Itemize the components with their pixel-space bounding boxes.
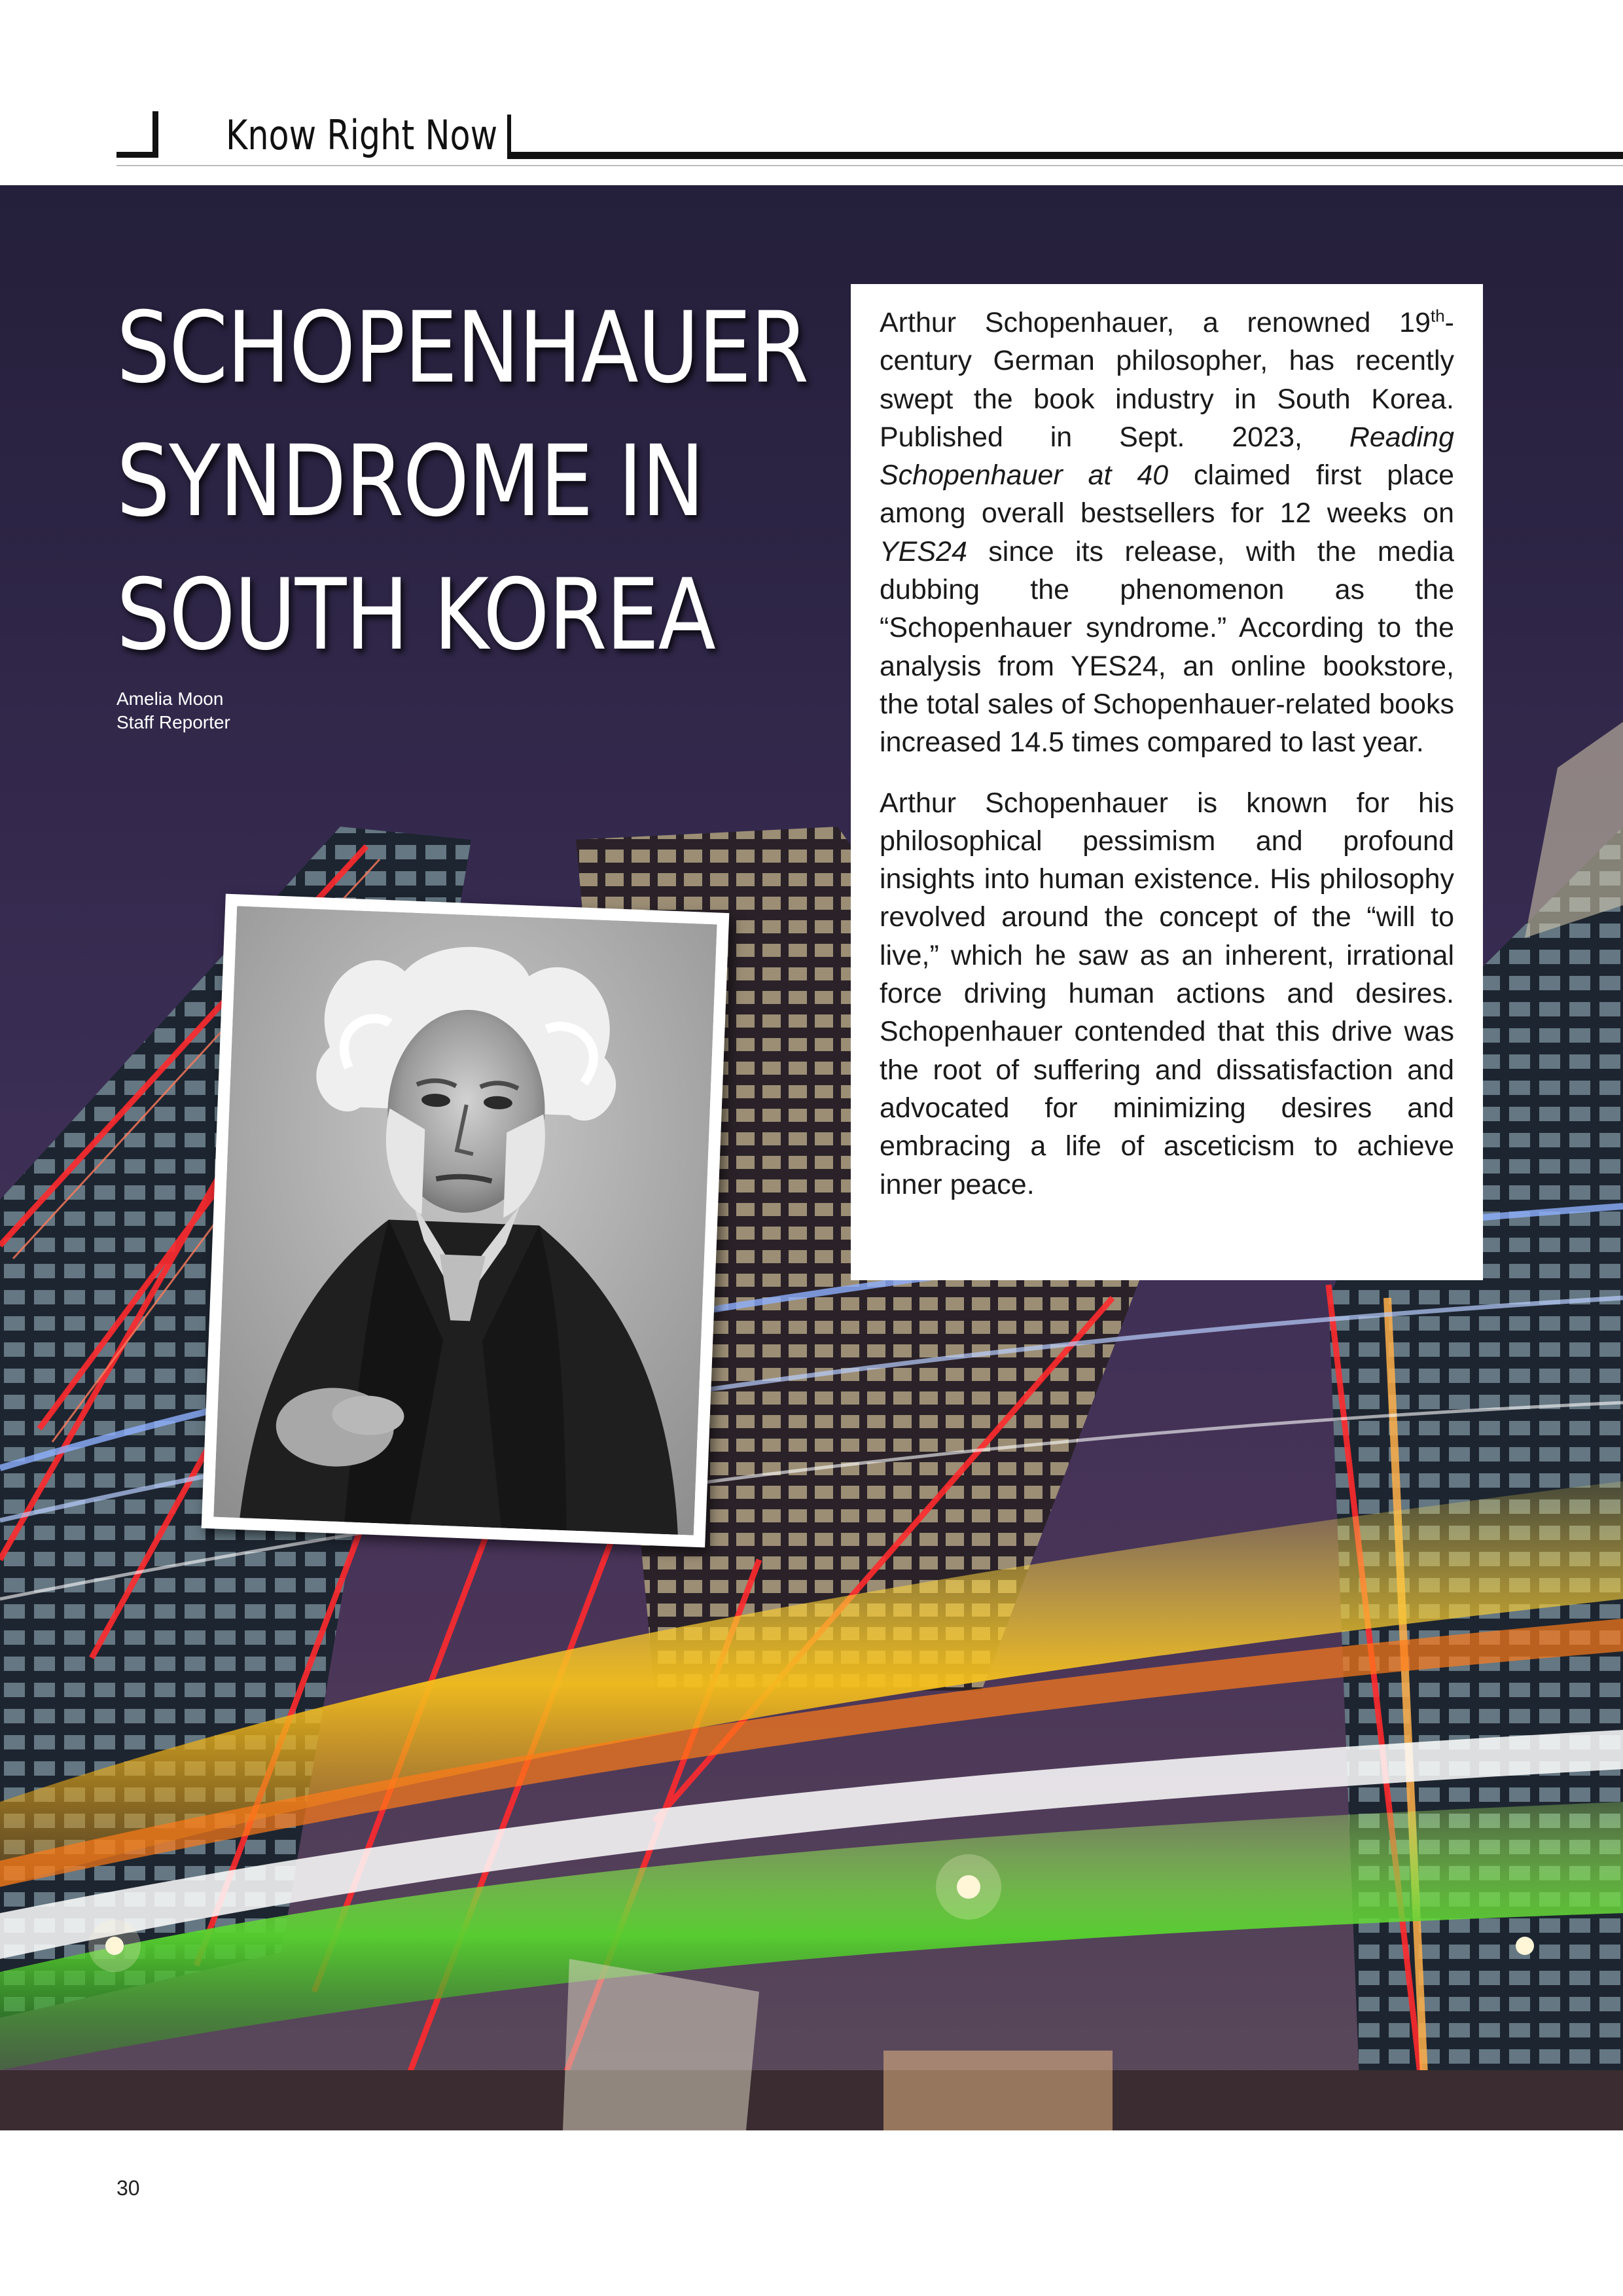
portrait-photo-frame bbox=[202, 894, 730, 1548]
article-body bbox=[851, 284, 1483, 1280]
bookstore-name: YES24 bbox=[880, 535, 967, 567]
book-title: Reading Schopenhauer at 40 bbox=[880, 421, 1454, 492]
p1-text-d: since its release, with the media dubbing the phenomenon as the “Schopenhauer syndrome.” According to the analysis from YES24, an online bookstore, the total sales of Schopenhauer-related books increased 14.5 times compared to last year. bbox=[880, 535, 1454, 759]
header-left-bracket bbox=[116, 111, 158, 158]
author-role: Staff Reporter bbox=[116, 712, 230, 732]
page-number: 30 bbox=[116, 2176, 140, 2200]
section-title: Know Right Now bbox=[226, 111, 498, 159]
p1-text-c: claimed first place among overall bestsellers for 12 weeks on bbox=[880, 459, 1454, 529]
page-header bbox=[0, 0, 1623, 187]
header-rule bbox=[116, 165, 1623, 166]
headline-line-1: SCHOPENHAUER bbox=[116, 291, 808, 405]
article-headline bbox=[116, 281, 856, 682]
schopenhauer-portrait bbox=[213, 906, 717, 1535]
byline bbox=[116, 687, 230, 734]
p1-superscript: th bbox=[1430, 306, 1445, 326]
p1-text-a: Arthur Schopenhauer, a renowned 19 bbox=[880, 307, 1431, 338]
body-paragraph-1 bbox=[880, 304, 1454, 762]
headline-line-3: SOUTH KOREA bbox=[116, 558, 715, 672]
headline-line-2: SYNDROME IN bbox=[116, 425, 704, 539]
body-paragraph-2: Arthur Schopenhauer is known for his philosophical pessimism and profound insights into human existence. His philosophy revolved around the concept of the “will to live,” which he saw as an inherent, irrational force driving human actions and desires. Schopenhauer contended that this drive was the root of suffering and dissatisfaction and advocated for minimizing desires and embracing a life of asceticism to achieve inner peace. bbox=[880, 787, 1454, 1200]
p1-text-b: -century German philosopher, has recently swept the book industry in South Korea. Published in Sept. 2023, bbox=[880, 307, 1454, 453]
header-right-bracket bbox=[507, 115, 1623, 159]
author-name: Amelia Moon bbox=[116, 689, 224, 709]
